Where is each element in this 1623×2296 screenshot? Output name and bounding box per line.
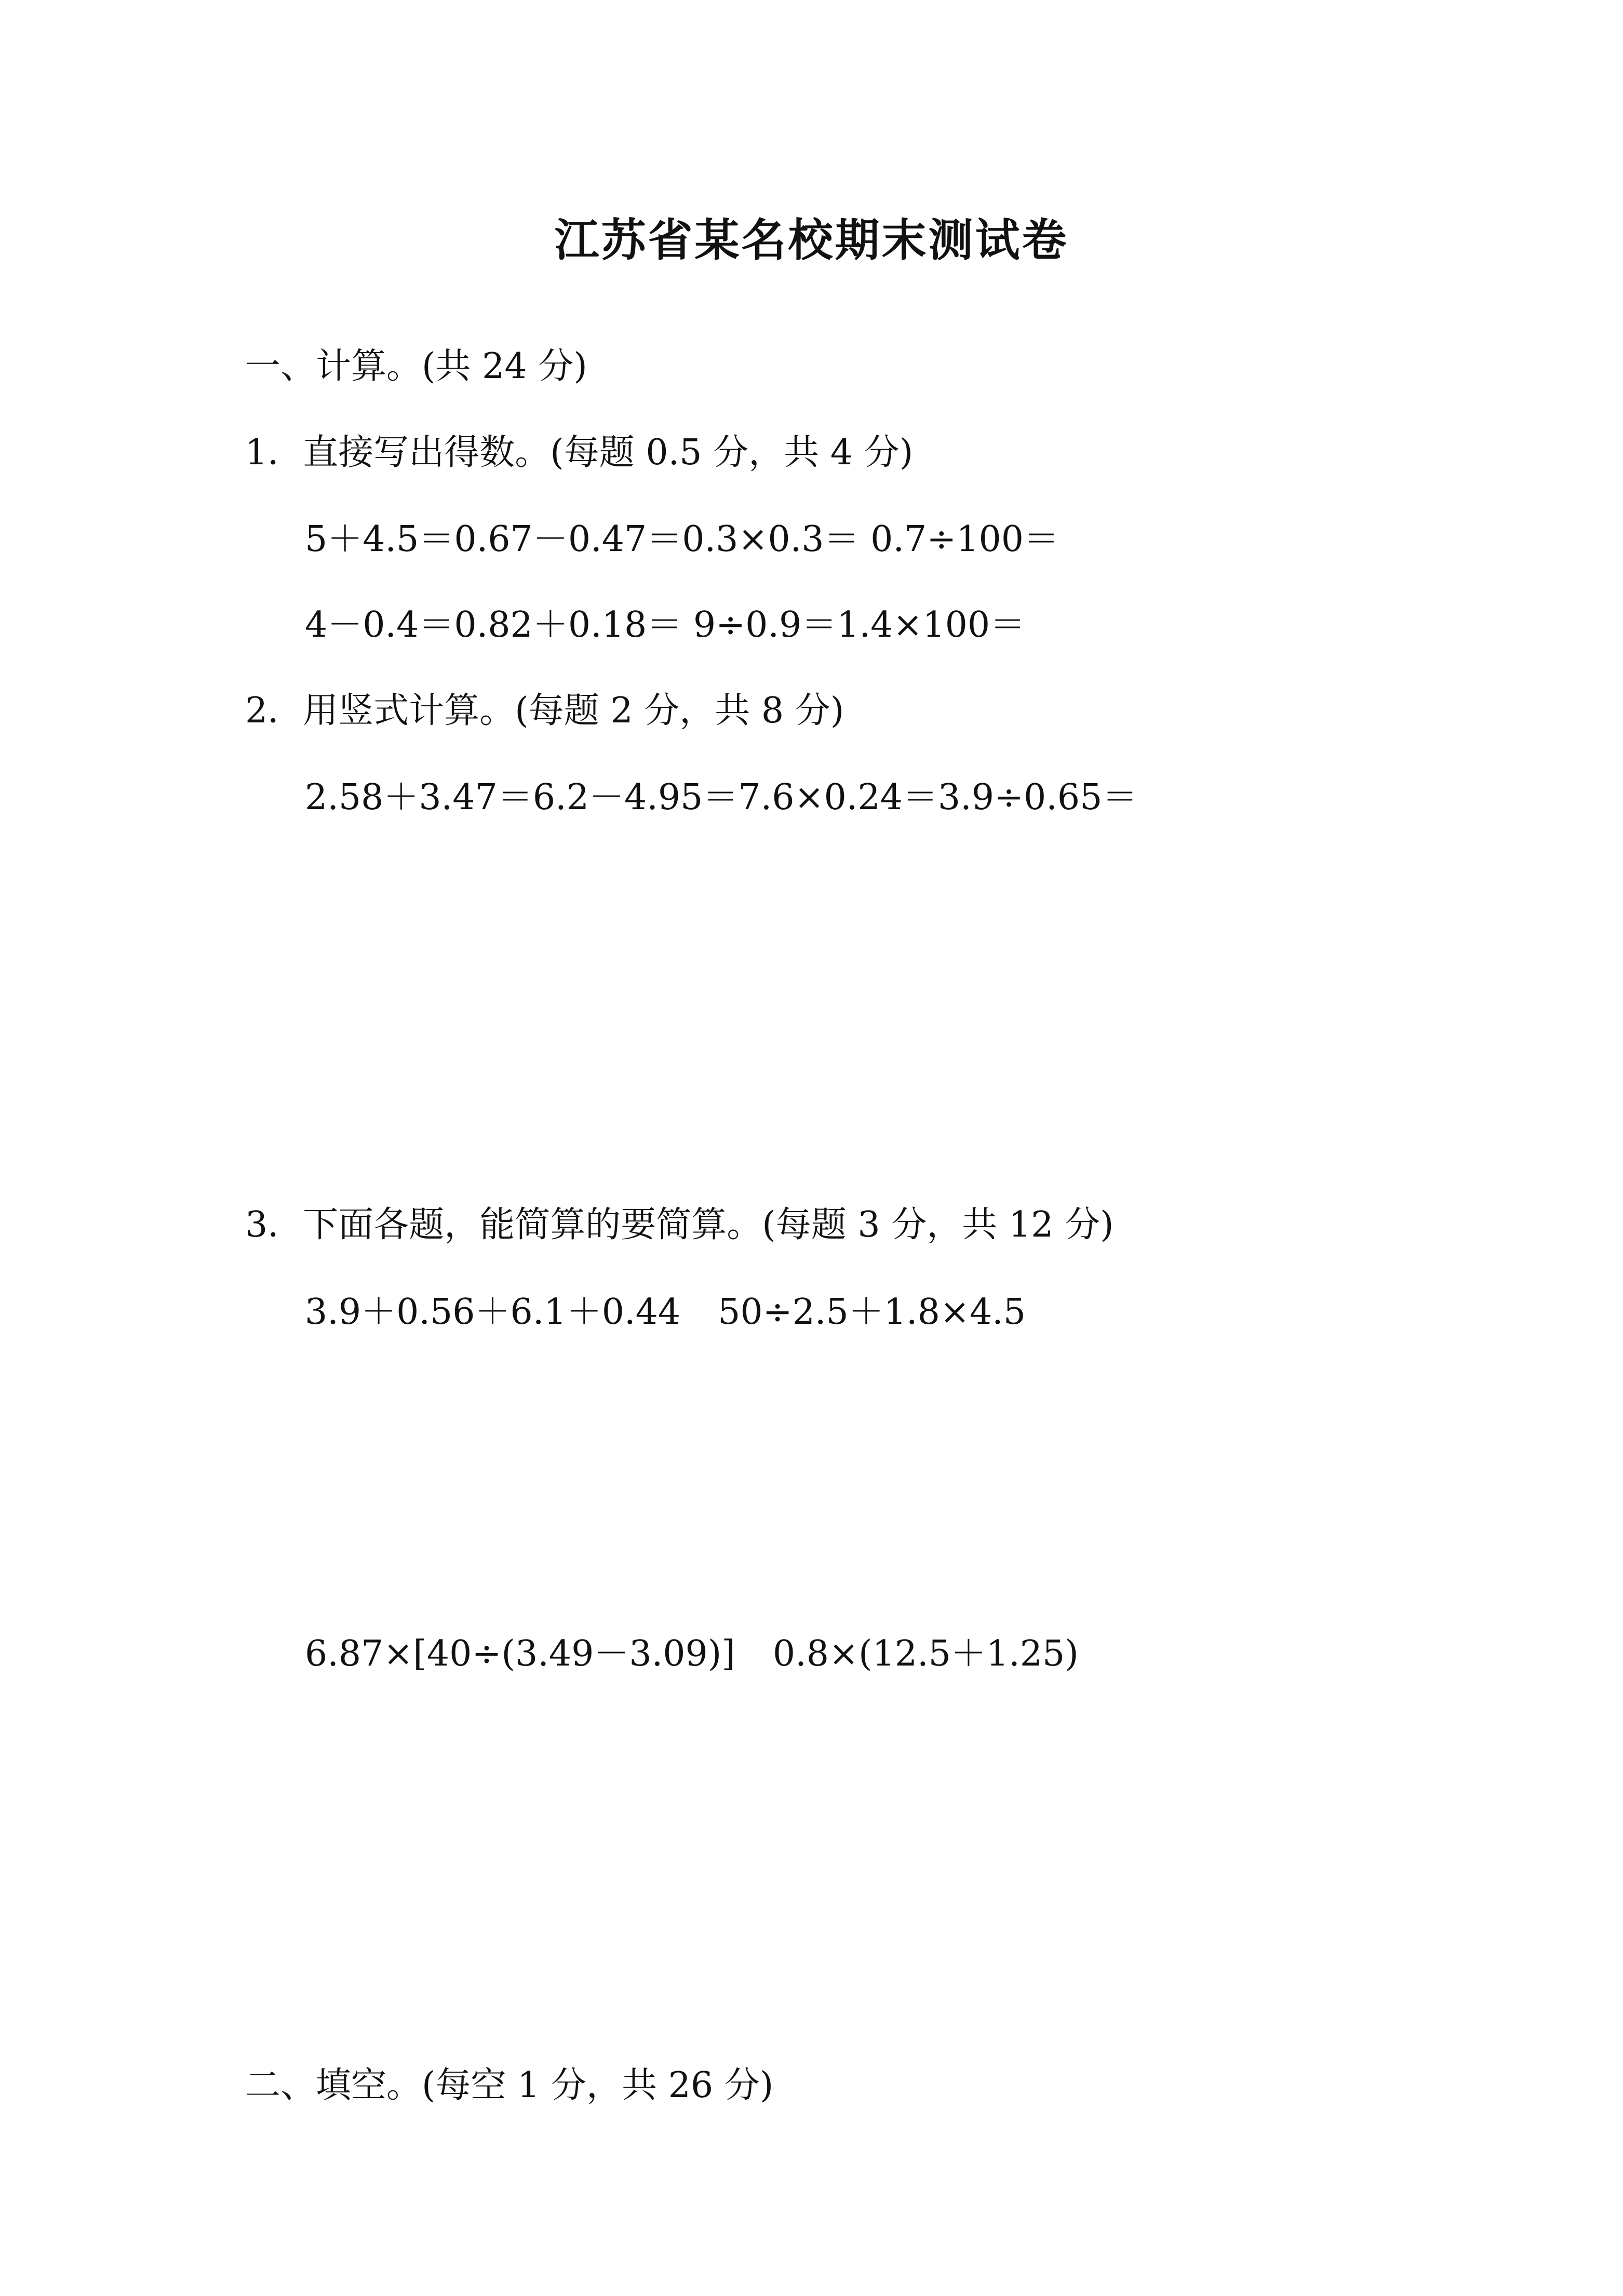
question-3-expression-3: 6.87×[40÷(3.49－3.09)] [305, 1633, 735, 1674]
question-3-expression-4: 0.8×(12.5＋1.25) [772, 1633, 1079, 1674]
question-3-prompt: 3．下面各题，能简算的要简算。(每题 3 分，共 12 分) [245, 1204, 1114, 1245]
question-3-expression-1: 3.9＋0.56＋6.1＋0.44 [305, 1292, 681, 1333]
question-3-row-2 [305, 1633, 1079, 1674]
question-3-row-1 [305, 1292, 1026, 1333]
section-1-heading: 一、计算。(共 24 分) [245, 346, 587, 387]
section-2-heading: 二、填空。(每空 1 分，共 26 分) [245, 2065, 774, 2106]
exam-title: 江苏省某名校期末测试卷 [554, 214, 1069, 266]
question-1-row-1: 5＋4.5＝0.67－0.47＝0.3×0.3＝ 0.7÷100＝ [305, 519, 1059, 560]
question-2-prompt: 2．用竖式计算。(每题 2 分，共 8 分) [245, 690, 844, 731]
question-3-expression-2: 50÷2.5＋1.8×4.5 [718, 1292, 1026, 1333]
question-1-row-2: 4－0.4＝0.82＋0.18＝ 9÷0.9＝1.4×100＝ [305, 605, 1026, 646]
question-2-row-1: 2.58＋3.47＝6.2－4.95＝7.6×0.24＝3.9÷0.65＝ [305, 777, 1138, 818]
question-1-prompt: 1．直接写出得数。(每题 0.5 分，共 4 分) [245, 432, 914, 473]
